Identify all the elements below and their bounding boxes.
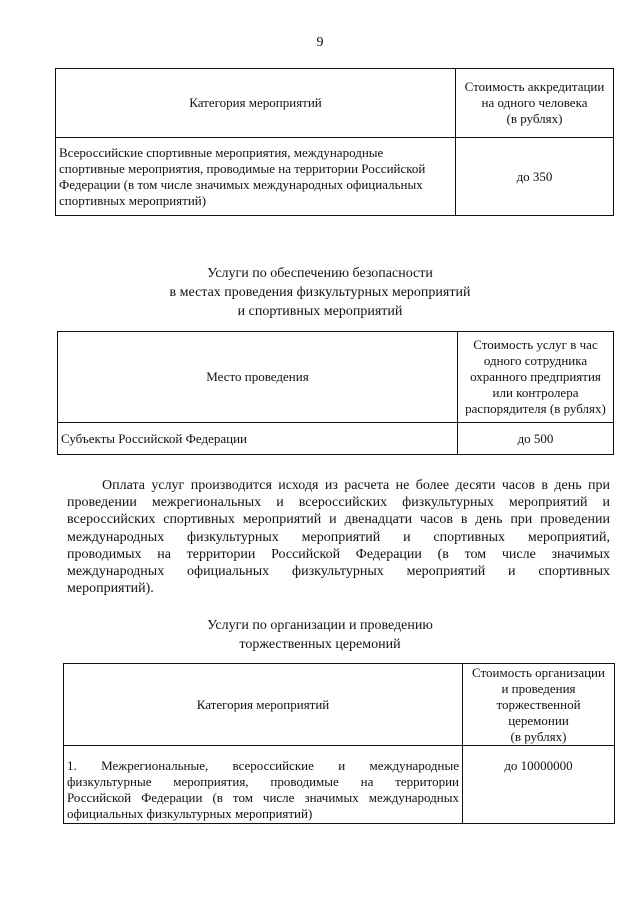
category-line: Всероссийские спортивные мероприятия, международные xyxy=(59,144,384,160)
cost-cell: до 10000000 xyxy=(463,746,615,824)
heading-line: и спортивных мероприятий xyxy=(237,304,403,319)
category-line: официальных физкультурных мероприятий) xyxy=(67,806,313,821)
category-line: Федерации (в том числе значимых международных официальных xyxy=(59,176,423,192)
cost-header-line: одного сотрудника xyxy=(483,353,588,368)
cost-header-line: и проведения xyxy=(501,680,576,696)
table-row xyxy=(58,423,614,455)
category-line: Российской Федерации (в том числе значимых международных xyxy=(67,790,459,805)
heading-line: Услуги по организации и проведению xyxy=(207,618,433,633)
category-line: 1. Межрегиональные, всероссийские и международные xyxy=(67,758,459,773)
category-cell xyxy=(64,746,463,824)
heading-line: торжественных церемоний xyxy=(239,637,401,652)
table-header-row xyxy=(56,69,614,138)
paragraph-line: проводимых на территории Российской Федерации (в том числе значимых xyxy=(67,546,610,562)
ceremony-heading xyxy=(0,616,640,654)
cost-header-line: охранного предприятия xyxy=(470,369,601,384)
cost-header-line: (в рублях) xyxy=(506,111,563,126)
cost-header-line: торжественной xyxy=(496,696,581,712)
page-number: 9 xyxy=(316,35,324,50)
payment-paragraph xyxy=(67,477,610,597)
cost-header-line: или контролера xyxy=(492,385,579,400)
heading-line: Услуги по обеспечению безопасности xyxy=(207,266,433,281)
cost-header-line: Стоимость услуг в час xyxy=(473,337,598,352)
category-line: спортивных мероприятий) xyxy=(59,192,207,208)
cost-header-line: Стоимость аккредитации xyxy=(464,79,605,94)
cost-header-line: Стоимость организации xyxy=(472,664,605,680)
place-cell: Субъекты Российской Федерации xyxy=(58,423,458,455)
cost-cell: до 350 xyxy=(456,138,614,216)
paragraph-line: международных официальных физкультурных мероприятий и спортивных xyxy=(67,564,610,580)
accreditation-table xyxy=(55,68,614,216)
cost-header xyxy=(463,664,615,746)
category-line: физкультурные мероприятия, проводимые на территории xyxy=(67,774,459,789)
cost-header xyxy=(456,69,614,138)
cost-header xyxy=(458,332,614,423)
table-row xyxy=(56,138,614,216)
security-heading xyxy=(0,264,640,321)
paragraph-line: мероприятий). xyxy=(67,581,154,597)
cost-header-line: (в рублях) xyxy=(510,728,567,744)
paragraph-line: всероссийских спортивных мероприятий и двенадцати часов в день при проведении xyxy=(67,512,610,528)
ceremony-table xyxy=(63,663,615,824)
table-header-row xyxy=(58,332,614,423)
security-table xyxy=(57,331,614,455)
paragraph-line: международных физкультурных мероприятий и спортивных мероприятий, xyxy=(67,529,610,545)
heading-line: в местах проведения физкультурных мероприятий xyxy=(169,285,471,300)
table-header-row xyxy=(64,664,615,746)
place-header: Место проведения xyxy=(58,332,458,423)
cost-header-line: церемонии xyxy=(508,712,569,728)
cost-header-line: на одного человека xyxy=(481,95,588,110)
paragraph-line: Оплата услуг производится исходя из расчета не более десяти часов в день при xyxy=(102,478,610,493)
category-line: спортивные мероприятия, проводимые на территории Российской xyxy=(59,160,426,176)
cost-header-line: распорядителя (в рублях) xyxy=(465,401,606,416)
table-row xyxy=(64,746,615,824)
paragraph-line: проведении межрегиональных и всероссийских физкультурных мероприятий и xyxy=(67,495,610,511)
category-header: Категория мероприятий xyxy=(64,664,463,746)
category-cell xyxy=(56,138,456,216)
category-header: Категория мероприятий xyxy=(56,69,456,138)
cost-cell: до 500 xyxy=(458,423,614,455)
